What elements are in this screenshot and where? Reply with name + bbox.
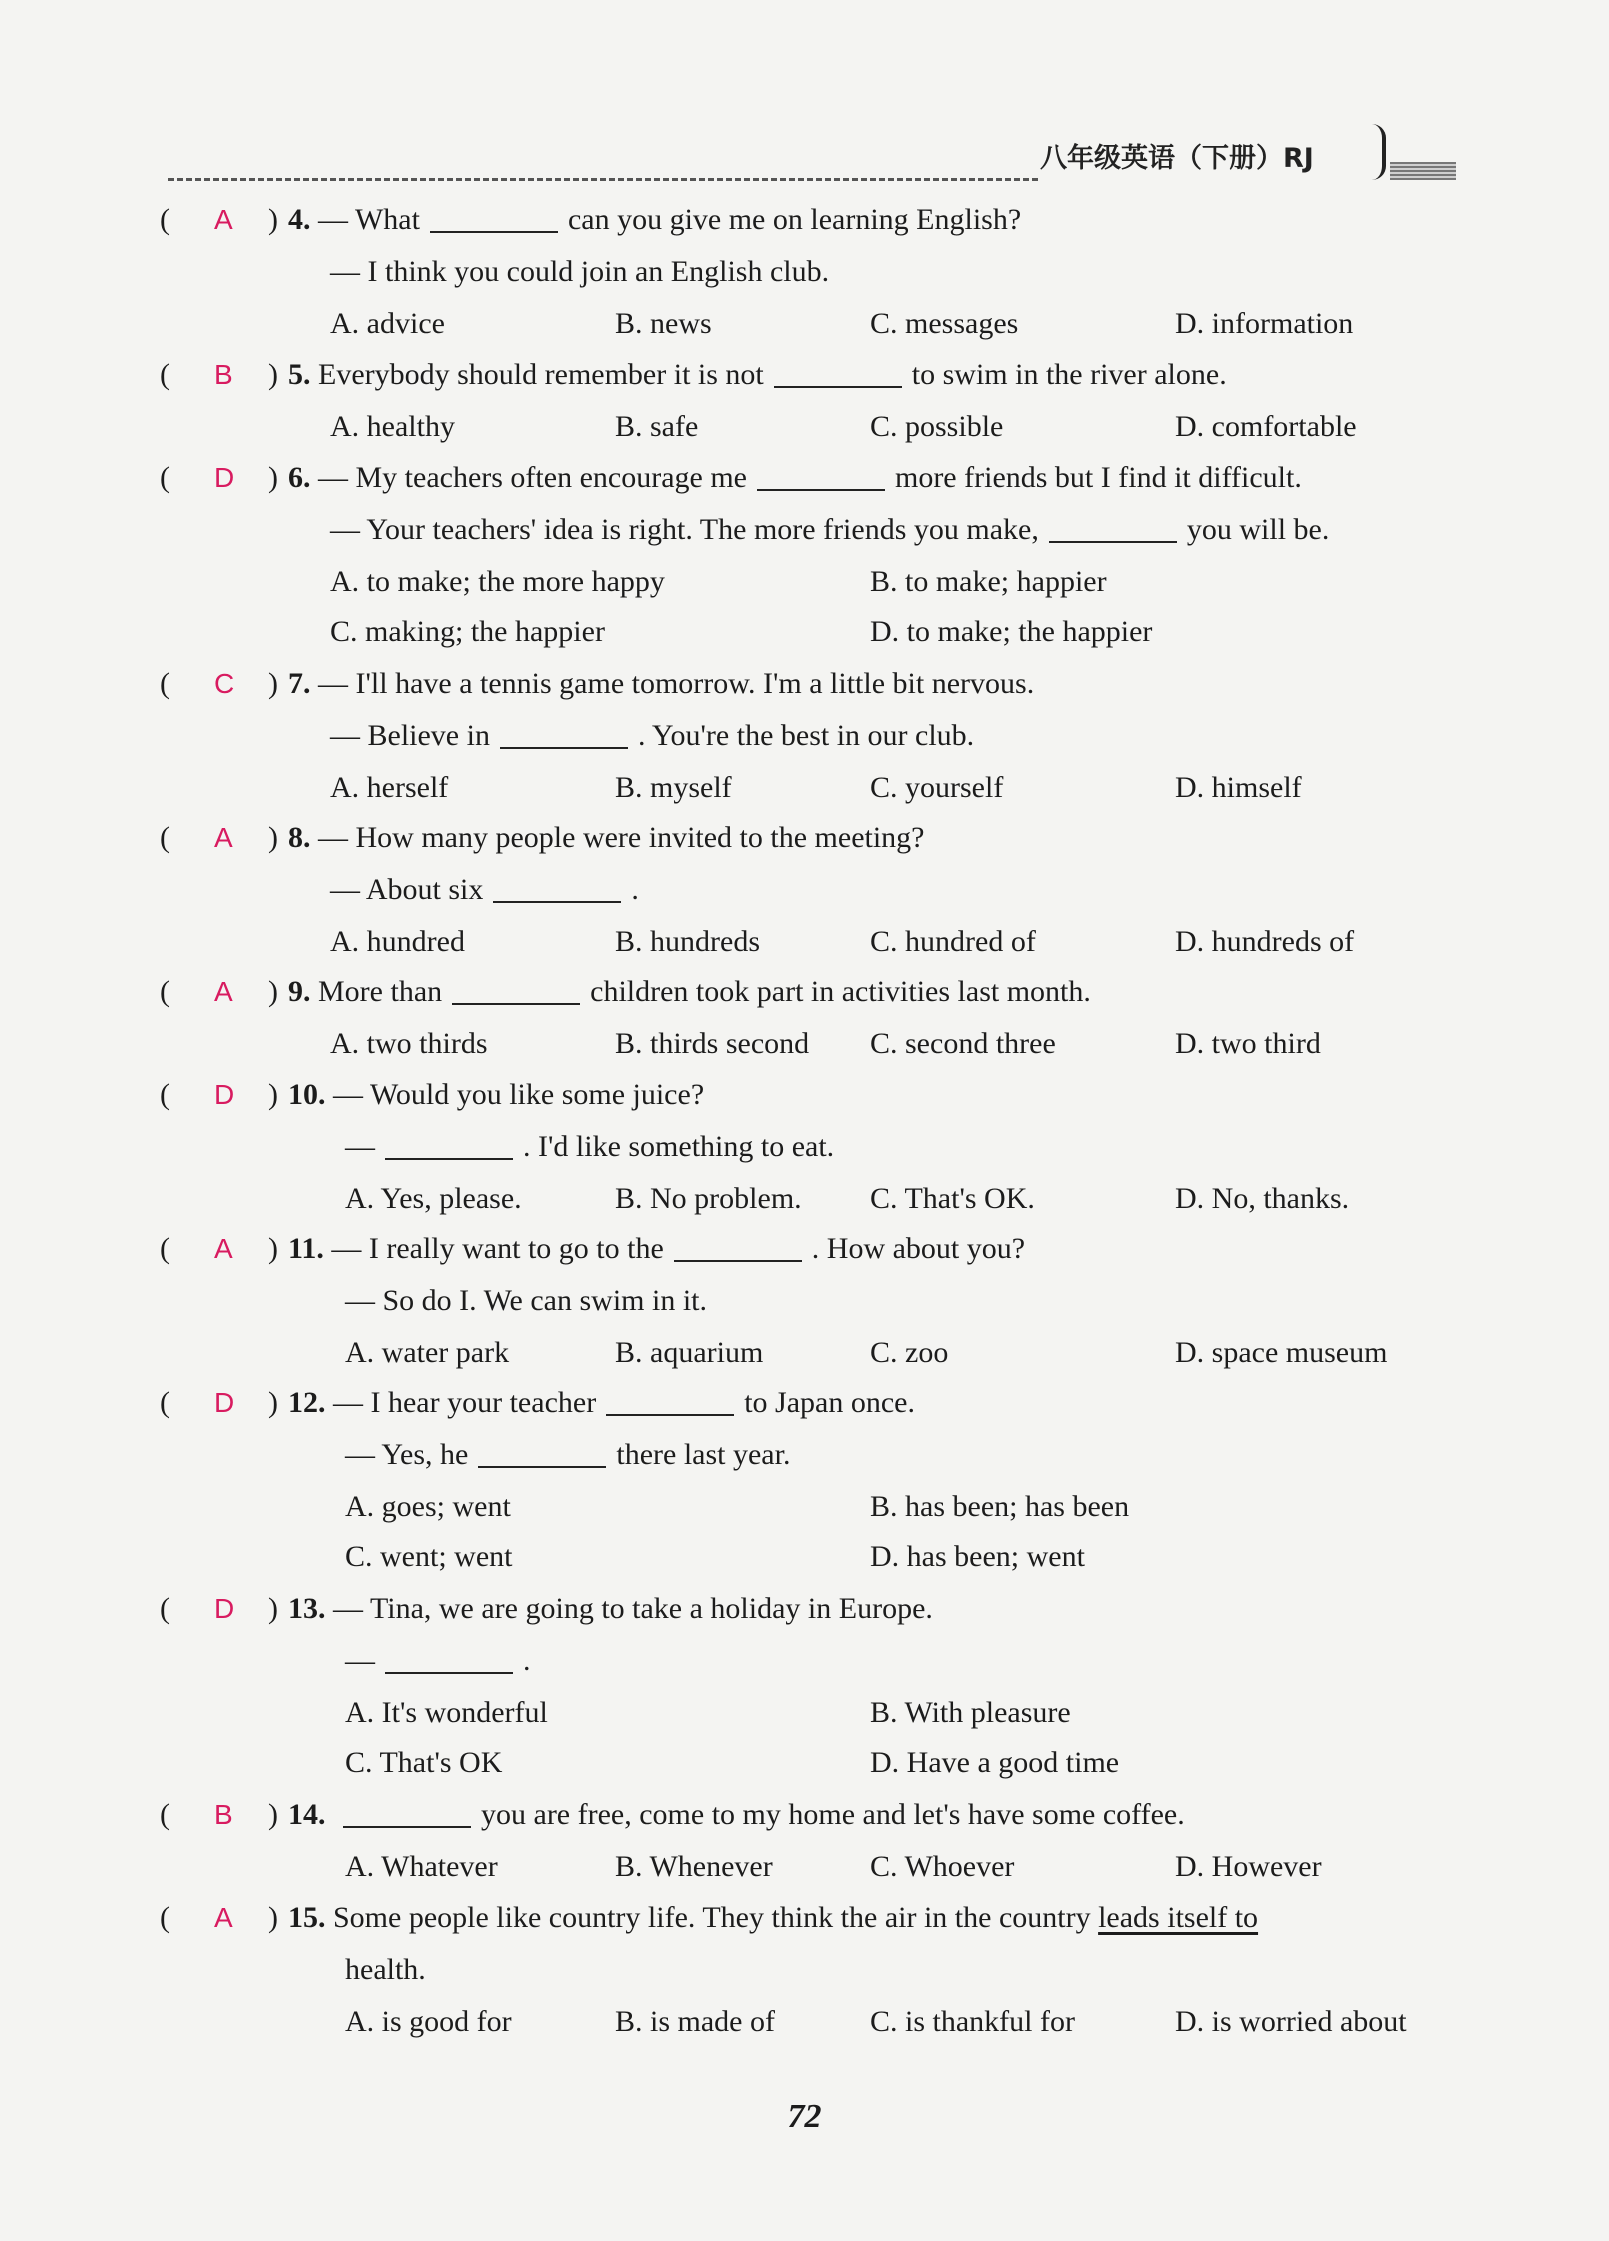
question-text: — I really want to go to the — [331, 1232, 664, 1265]
question-text: there last year. — [616, 1438, 791, 1471]
option-d: D. Have a good time — [870, 1746, 1120, 1779]
option-a: A. It's wonderful — [345, 1696, 548, 1729]
option-a: A. two thirds — [330, 1027, 488, 1060]
option-b: B. Whenever — [615, 1850, 773, 1883]
option-a: A. advice — [330, 307, 445, 340]
answer: D — [214, 462, 235, 493]
answer-blank — [500, 717, 628, 749]
question-text: can you give me on learning English? — [567, 203, 1022, 236]
option-b: B. news — [615, 307, 712, 340]
question-text: — — [345, 1130, 375, 1163]
answer-blank — [606, 1384, 734, 1416]
answer: D — [214, 1593, 235, 1624]
answer-blank — [385, 1128, 513, 1160]
question-text: — What — [318, 203, 420, 236]
question-number: 15. — [288, 1901, 326, 1934]
answer-blank — [1049, 511, 1177, 543]
question-text: you are free, come to my home and let's have some coffee. — [481, 1798, 1185, 1831]
question-text: — I hear your teacher — [333, 1386, 597, 1419]
option-d: D. himself — [1175, 771, 1302, 804]
answer: B — [214, 1799, 233, 1830]
option-a: A. herself — [330, 771, 449, 804]
option-c: C. yourself — [870, 771, 1004, 804]
option-c: C. second three — [870, 1027, 1056, 1060]
question-number: 12. — [288, 1386, 326, 1419]
question-text: to swim in the river alone. — [911, 358, 1227, 391]
answer-blank — [452, 973, 580, 1005]
question-text: — How many people were invited to the meeting? — [318, 821, 925, 854]
page-number: 72 — [787, 2098, 822, 2135]
answer-blank — [430, 201, 558, 233]
option-d: D. two third — [1175, 1027, 1321, 1060]
option-a: A. goes; went — [345, 1490, 511, 1523]
option-d: D. comfortable — [1175, 410, 1357, 443]
option-c: C. That's OK — [345, 1746, 503, 1779]
option-d: D. No, thanks. — [1175, 1182, 1350, 1215]
option-b: B. safe — [615, 410, 699, 443]
option-a: A. hundred — [330, 925, 465, 958]
option-d: D. information — [1175, 307, 1354, 340]
option-b: B. thirds second — [615, 1027, 810, 1060]
option-d: D. is worried about — [1175, 2005, 1407, 2038]
option-d: D. space museum — [1175, 1336, 1388, 1369]
question-number: 4. — [288, 203, 311, 236]
option-a: A. is good for — [345, 2005, 512, 2038]
question-text: . How about you? — [811, 1232, 1026, 1265]
header-title: 八年级英语（下册）RJ — [1040, 143, 1314, 174]
option-b: B. aquarium — [615, 1336, 764, 1369]
answer: B — [214, 359, 233, 390]
question-text: — Yes, he — [345, 1438, 469, 1471]
question-text: — Would you like some juice? — [333, 1078, 705, 1111]
option-b: B. has been; has been — [870, 1490, 1130, 1523]
option-a: A. Yes, please. — [345, 1182, 522, 1215]
option-b: B. myself — [615, 771, 732, 804]
option-b: B. is made of — [615, 2005, 775, 2038]
option-c: C. zoo — [870, 1336, 949, 1369]
option-b: B. to make; happier — [870, 565, 1107, 598]
question-text: Everybody should remember it is not — [318, 358, 764, 391]
option-c: C. hundred of — [870, 925, 1036, 958]
option-c: C. making; the happier — [330, 615, 605, 648]
answer: D — [214, 1079, 235, 1110]
question-text: Some people like country life. They think the air in the country — [333, 1901, 1091, 1934]
option-c: C. messages — [870, 307, 1019, 340]
option-a: A. water park — [345, 1336, 510, 1369]
question-text: — My teachers often encourage me — [318, 461, 747, 494]
question-text: More than — [318, 975, 443, 1008]
answer-blank — [774, 356, 902, 388]
question-number: 6. — [288, 461, 311, 494]
underlined-phrase: leads itself to — [1098, 1901, 1259, 1934]
answer: A — [214, 1233, 233, 1264]
answer-blank — [478, 1436, 606, 1468]
question-line2: health. — [345, 1953, 426, 1986]
question-text: — About six — [330, 873, 484, 906]
option-c: C. is thankful for — [870, 2005, 1075, 2038]
question-text: — Tina, we are going to take a holiday in Europe. — [333, 1592, 933, 1625]
option-b: B. hundreds — [615, 925, 760, 958]
answer-blank — [674, 1230, 802, 1262]
answer-blank — [757, 459, 885, 491]
question-text: . — [523, 1644, 531, 1677]
question-number: 10. — [288, 1078, 326, 1111]
question-text: — Believe in — [330, 719, 490, 752]
option-d: D. to make; the happier — [870, 615, 1153, 648]
answer: A — [214, 204, 233, 235]
option-d: D. However — [1175, 1850, 1322, 1883]
question-text: to Japan once. — [744, 1386, 915, 1419]
answer-blank — [385, 1642, 513, 1674]
option-a: A. to make; the more happy — [330, 565, 665, 598]
question-number: 13. — [288, 1592, 326, 1625]
question-line2: — So do I. We can swim in it. — [345, 1284, 708, 1317]
answer: C — [214, 668, 235, 699]
option-c: C. went; went — [345, 1540, 513, 1573]
option-b: B. No problem. — [615, 1182, 802, 1215]
option-c: C. That's OK. — [870, 1182, 1035, 1215]
question-text: . You're the best in our club. — [637, 719, 975, 752]
question-text: . — [631, 873, 639, 906]
question-number: 14. — [288, 1798, 326, 1831]
question-text: — — [345, 1644, 375, 1677]
option-a: A. healthy — [330, 410, 455, 443]
question-text: — I'll have a tennis game tomorrow. I'm a little bit nervous. — [318, 667, 1035, 700]
question-number: 9. — [288, 975, 311, 1008]
option-c: C. Whoever — [870, 1850, 1015, 1883]
question-text: — Your teachers' idea is right. The more friends you make, — [330, 513, 1039, 546]
option-a: A. Whatever — [345, 1850, 498, 1883]
option-d: D. has been; went — [870, 1540, 1085, 1573]
answer: A — [214, 976, 233, 1007]
answer-blank — [493, 871, 621, 903]
option-b: B. With pleasure — [870, 1696, 1071, 1729]
answer: A — [214, 822, 233, 853]
question-number: 7. — [288, 667, 311, 700]
answer: A — [214, 1902, 233, 1933]
option-d: D. hundreds of — [1175, 925, 1355, 958]
question-text: more friends but I find it difficult. — [894, 461, 1302, 494]
question-number: 5. — [288, 358, 311, 391]
header-bar — [1390, 162, 1456, 180]
question-text: . I'd like something to eat. — [523, 1130, 835, 1163]
question-number: 11. — [288, 1232, 324, 1265]
option-c: C. possible — [870, 410, 1004, 443]
header-bracket — [1370, 124, 1386, 180]
question-line2: — I think you could join an English club. — [330, 255, 830, 288]
header-divider — [168, 178, 1038, 181]
answer-blank — [343, 1796, 471, 1828]
question-number: 8. — [288, 821, 311, 854]
answer: D — [214, 1387, 235, 1418]
question-text: children took part in activities last month. — [590, 975, 1091, 1008]
question-text: you will be. — [1186, 513, 1330, 546]
worksheet-page: 八年级英语（下册）RJ ( A ) 4. — What can you give me on learning English? — I think you could join an English club. A. advice B. news C. messages D. information ( B ) 5. Everybody should remember it is not to swim in the river alone. A. healthy B. safe C. possible D. comfortable ( D ) 6. — My teachers often encourage me more friends but I find it difficult. — Your teachers' idea is right. The more friends you make, you will be. A. to make; the more happy B. to make; happier C. making; the happier D. to make; the happier ( C ) 7. — I'll have a tennis game tomorrow. I'm a little bit nervous. — Believe in . You're the best in our club. A. herself B. myself C. yourself D. himself ( A ) 8. — How many people were invited to the meeting? — About six . A. hundred B. hundreds C. hundred of D. hundreds of ( A ) 9. More than children took part in activities last month. A. two thirds B. thirds second C. second three D. two third ( D ) 10. — Would you like some juice? — . I'd like something to eat. A. Yes, please. B. No problem. C. That's OK. D. No, thanks. ( A ) 11. — I really want to go to the . How about you? — So do I. We can swim in it. A. water park B. aquarium C. zoo D. space museum ( D ) 12. — I hear your teacher to Japan once. — Yes, he there last year. A. goes; went B. has been; has been C. went; went D. has been; went ( D ) 13. — Tina, we are going to take a holiday in Europe. — . A. It's wonderful B. With pleasure C. That's OK D. Have a good time ( B ) 14. you are free, come to my home and let's have some coffee. A. Whatever B. Whenever C. Whoever D. However ( A ) 15. Some people like country life. They think the air in the country leads itself to health. A. is good for B. is made of C. is thankful for D. is worried about 72 — [0, 0, 1609, 2241]
